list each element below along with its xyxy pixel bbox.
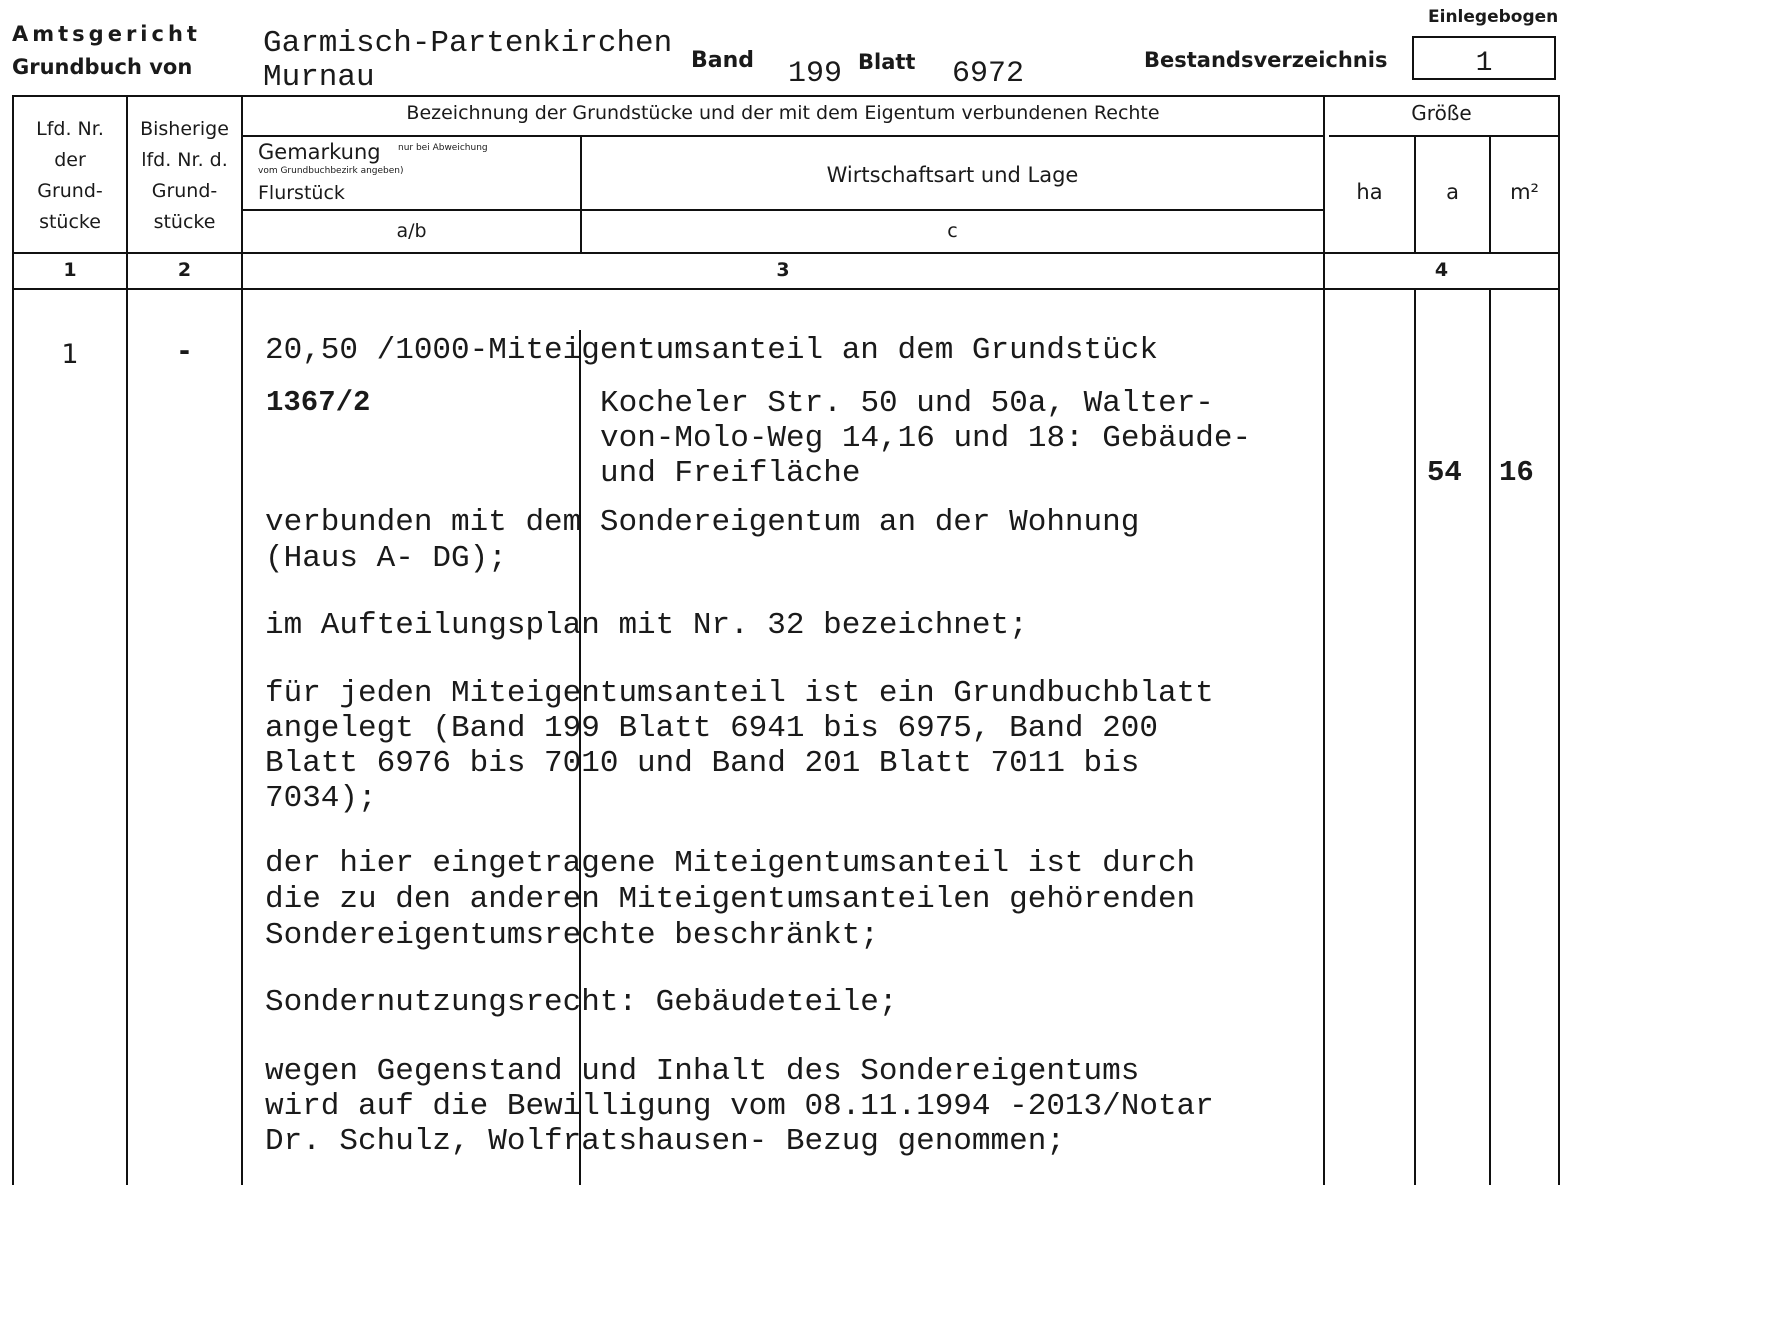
entry-paragraph: wegen Gegenstand und Inhalt des Sondereigentums wird auf die Bewilligung vom 08.11.1994 -2013/Notar Dr. Schulz, Wolfratshausen- Bezug genommen;: [265, 1054, 1214, 1159]
col1-header: Lfd. Nr. der Grund- stücke: [36, 118, 104, 233]
entry-paragraph: verbunden mit dem Sondereigentum an der Wohnung (Haus A- DG);: [265, 505, 1140, 576]
gemarkung-note-2: vom Grundbuchbezirk angeben): [258, 166, 404, 176]
register-value: Murnau: [263, 60, 375, 95]
insert-sheet-box: [1412, 36, 1556, 80]
entry-size-a: 54: [1427, 456, 1462, 489]
entry-paragraph: Sondernutzungsrecht: Gebäudeteile;: [265, 985, 898, 1020]
register-label: Grundbuch von: [12, 55, 193, 79]
entry-previous-nr: -: [178, 336, 191, 367]
entry-share-line: 20,50 /1000-Miteigentumsanteil an dem Grundstück: [265, 333, 1158, 368]
blatt-value: 6972: [952, 57, 1025, 91]
insert-sheet-value: 1: [1475, 48, 1493, 79]
blatt-label: Blatt: [858, 50, 916, 74]
wirtschaft-label: Wirtschaftsart und Lage: [826, 163, 1079, 187]
court-label: Amtsgericht: [12, 22, 201, 46]
band-value: 199: [788, 57, 843, 91]
sub-c-label: c: [947, 220, 958, 242]
sub-ab-label: a/b: [396, 220, 427, 242]
col-number-3: 3: [776, 259, 790, 281]
court-value: Garmisch-Partenkirchen: [263, 26, 673, 61]
flurstueck-label: Flurstück: [258, 182, 345, 204]
col-number-1: 1: [63, 259, 77, 281]
entry-flurstueck: 1367/2: [266, 386, 371, 419]
entry-size-m2: 16: [1499, 456, 1534, 489]
size-title: Größe: [1411, 101, 1472, 125]
entry-paragraph: im Aufteilungsplan mit Nr. 32 bezeichnet;: [265, 608, 1028, 643]
gemarkung-label: Gemarkung: [258, 140, 381, 164]
unit-a: a: [1446, 180, 1459, 204]
entry-lfd-nr: 1: [61, 339, 79, 370]
gemarkung-note-1: nur bei Abweichung: [398, 143, 488, 153]
entry-location: Kocheler Str. 50 und 50a, Walter- von-Molo-Weg 14,16 und 18: Gebäude- und Freifläche: [600, 386, 1252, 491]
unit-m2: m²: [1510, 180, 1539, 204]
col2-header: Bisherige lfd. Nr. d. Grund- stücke: [140, 118, 229, 233]
entry-paragraph: der hier eingetragene Miteigentumsanteil ist durch die zu den anderen Miteigentumsanteilen gehörenden Sondereigentumsrechte beschränkt;: [265, 846, 1196, 953]
inventory-label: Bestandsverzeichnis: [1144, 48, 1388, 72]
col-number-2: 2: [177, 259, 192, 281]
band-label: Band: [691, 48, 755, 73]
entry-paragraph: für jeden Miteigentumsanteil ist ein Grundbuchblatt angelegt (Band 199 Blatt 6941 bis 6975, Band 200 Blatt 6976 bis 7010 und Band 201 Blatt 7011 bis 7034);: [265, 676, 1214, 816]
col3-title: Bezeichnung der Grundstücke und der mit dem Eigentum verbundenen Rechte: [406, 102, 1160, 124]
unit-ha: ha: [1356, 180, 1383, 204]
insert-sheet-label: Einlegebogen: [1428, 7, 1559, 27]
col-number-4: 4: [1434, 259, 1449, 281]
